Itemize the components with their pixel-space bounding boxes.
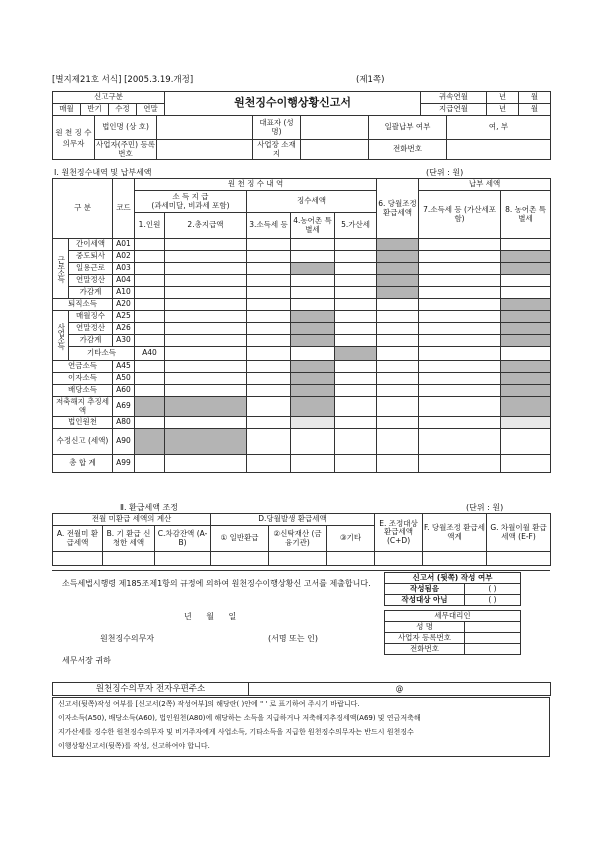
- table-row: [53, 373, 551, 385]
- value-cell[interactable]: [165, 275, 247, 287]
- back-not-written: 작성대상 아님: [385, 595, 465, 606]
- value-cell[interactable]: [377, 373, 419, 385]
- value-cell[interactable]: [501, 239, 551, 251]
- value-cell[interactable]: [247, 287, 291, 299]
- value-cell[interactable]: [135, 299, 165, 311]
- value-cell[interactable]: [291, 347, 335, 361]
- value-cell[interactable]: [291, 275, 335, 287]
- value-cell[interactable]: [165, 361, 247, 373]
- payment-month-label: 지급연월: [421, 104, 487, 116]
- value-cell[interactable]: [135, 385, 165, 397]
- value-cell: [165, 429, 247, 455]
- value-cell[interactable]: [135, 417, 165, 429]
- value-cell[interactable]: [501, 417, 551, 429]
- value-cell[interactable]: [335, 311, 377, 323]
- col-4: 4.농어촌 특별세: [291, 213, 335, 239]
- row-label: 저축해지 추징세액: [53, 397, 113, 417]
- value-cell[interactable]: [419, 299, 501, 311]
- value-cell: [291, 397, 335, 417]
- col-tax-withheld: 징수세액: [247, 191, 377, 213]
- value-cell[interactable]: [377, 385, 419, 397]
- value-cell[interactable]: [335, 385, 377, 397]
- row-label: 간이세액: [69, 239, 113, 251]
- d1-label: ① 일반환급: [211, 526, 269, 552]
- table-row: [53, 239, 551, 251]
- value-cell[interactable]: [419, 417, 501, 429]
- phone-label: 전화번호: [369, 140, 447, 160]
- g-label: G. 차월이월 환급세액 (E-F): [487, 514, 551, 552]
- note-line-2: 이자소득(A50), 배당소득(A60), 법인원천(A80)에 해당하는 소득을 지급하거나 저축해지추징세액(A69) 및 연금저축해: [58, 714, 421, 722]
- email-label: 원천징수의무자 전자우편주소: [53, 683, 249, 696]
- attribution-month-label: 귀속연월: [421, 92, 487, 104]
- form-title: 원천징수이행상황신고서: [165, 92, 421, 116]
- value-cell[interactable]: [419, 455, 501, 473]
- col-2: 2.총지급액: [165, 213, 247, 239]
- value-cell[interactable]: [165, 455, 247, 473]
- col-payment: 납부 세액: [419, 179, 551, 191]
- table-row: [53, 397, 551, 417]
- value-cell[interactable]: [419, 311, 501, 323]
- value-cell[interactable]: [335, 417, 377, 429]
- col-8: 8. 농어촌 특별세: [501, 191, 551, 239]
- row-label: 일용근로: [69, 263, 113, 275]
- value-cell: [291, 311, 335, 323]
- withholder-label: 원 천 징 수 의무자: [53, 116, 95, 160]
- email-row: [52, 682, 551, 696]
- row-label: 이자소득: [53, 373, 113, 385]
- value-cell: [135, 429, 165, 455]
- row-code: A20: [113, 299, 135, 311]
- section2-title: Ⅱ. 환급세액 조정: [120, 503, 178, 512]
- value-cell[interactable]: [419, 347, 501, 361]
- biz-address-field[interactable]: [301, 140, 369, 160]
- row-label: 연말정산: [69, 275, 113, 287]
- back-written-check[interactable]: ( ): [465, 584, 521, 595]
- value-cell[interactable]: [335, 239, 377, 251]
- row-label: 배당소득: [53, 385, 113, 397]
- value-cell[interactable]: [165, 373, 247, 385]
- value-cell[interactable]: [165, 251, 247, 263]
- row-label: 연금소득: [53, 361, 113, 373]
- value-cell[interactable]: [247, 417, 291, 429]
- type-amended[interactable]: 수정: [109, 104, 137, 116]
- value-cell[interactable]: [377, 455, 419, 473]
- signature-label[interactable]: (서명 또는 인): [268, 634, 318, 643]
- d2-label: ②신탁재산 (금융기관): [269, 526, 327, 552]
- col-code: 코드: [113, 179, 135, 239]
- value-cell[interactable]: [335, 251, 377, 263]
- col-category: 구 분: [53, 179, 113, 239]
- value-cell[interactable]: [291, 299, 335, 311]
- row-label: 법인원천: [53, 417, 113, 429]
- row-label: 기타소득: [69, 347, 135, 361]
- biz-reg-field[interactable]: [157, 140, 253, 160]
- value-cell: [501, 311, 551, 323]
- value-cell[interactable]: [165, 239, 247, 251]
- value-cell[interactable]: [377, 299, 419, 311]
- a-label: A. 전월미 환급세액: [53, 526, 103, 552]
- value-cell[interactable]: [501, 455, 551, 473]
- value-cell[interactable]: [165, 287, 247, 299]
- section1-title: Ⅰ. 원천징수내역 및 납부세액: [54, 168, 152, 177]
- value-cell[interactable]: [291, 455, 335, 473]
- refund-table: [52, 513, 551, 566]
- section1-unit: (단위 : 원): [426, 168, 464, 177]
- value-cell[interactable]: [419, 361, 501, 373]
- value-cell[interactable]: [291, 417, 335, 429]
- agent-name-field[interactable]: [465, 622, 521, 633]
- value-cell[interactable]: [165, 335, 247, 347]
- col-income-paid-sub: (과세미달, 비과세 포함): [151, 200, 230, 210]
- value-cell[interactable]: [419, 251, 501, 263]
- value-cell[interactable]: [165, 347, 247, 361]
- value-cell[interactable]: [165, 299, 247, 311]
- value-cell[interactable]: [335, 335, 377, 347]
- col-income-paid-label: 소 득 지 급: [172, 192, 209, 201]
- value-cell[interactable]: [335, 263, 377, 275]
- corp-name-field[interactable]: [157, 116, 253, 140]
- value-cell[interactable]: [419, 239, 501, 251]
- value-cell[interactable]: [335, 429, 377, 455]
- b-label: B. 기 환급 신청한 세액: [103, 526, 155, 552]
- value-cell[interactable]: [335, 455, 377, 473]
- note-line-3: 지가산세를 징수한 원천징수의무자 및 비거주자에게 사업소득, 기타소득을 지급한 원천징수의무자는 반드시 원천징수: [58, 728, 414, 736]
- value-cell[interactable]: [165, 385, 247, 397]
- value-cell[interactable]: [247, 311, 291, 323]
- biz-reg-label: 사업자(주민) 등록번호: [96, 140, 155, 158]
- d3-field[interactable]: [327, 552, 375, 566]
- declaration-statement: 소득세법시행령 제185조제1항의 규정에 의하여 원천징수이행상황신 고서를 제출합니다.: [62, 579, 371, 588]
- table-row: [53, 263, 551, 275]
- row-code: A10: [113, 287, 135, 299]
- value-cell[interactable]: [419, 397, 501, 417]
- value-cell: [135, 397, 165, 417]
- table-row: [53, 275, 551, 287]
- value-cell: [501, 361, 551, 373]
- value-cell[interactable]: [335, 275, 377, 287]
- table-row: [53, 323, 551, 335]
- row-code: A99: [113, 455, 135, 473]
- row-code: A45: [113, 361, 135, 373]
- value-cell[interactable]: [291, 287, 335, 299]
- type-monthly[interactable]: 매월: [53, 104, 81, 116]
- row-code: A80: [113, 417, 135, 429]
- value-cell[interactable]: [135, 373, 165, 385]
- value-cell[interactable]: [247, 361, 291, 373]
- representative-field[interactable]: [301, 116, 369, 140]
- col-1: 1.인원: [135, 213, 165, 239]
- value-cell: [291, 335, 335, 347]
- col-3: 3.소득세 등: [247, 213, 291, 239]
- value-cell[interactable]: [377, 323, 419, 335]
- value-cell[interactable]: [335, 373, 377, 385]
- table-row: [53, 385, 551, 397]
- value-cell[interactable]: [135, 239, 165, 251]
- tax-agent-box: [384, 610, 521, 655]
- value-cell[interactable]: [377, 347, 419, 361]
- row-code: A69: [113, 397, 135, 417]
- f-field[interactable]: [423, 552, 487, 566]
- value-cell[interactable]: [247, 429, 291, 455]
- value-cell[interactable]: [247, 263, 291, 275]
- declaration-type-label: 신고구분: [53, 92, 165, 104]
- pay-year[interactable]: 년: [487, 104, 519, 116]
- row-code: A01: [113, 239, 135, 251]
- col-withholding: 원 천 징 수 내 역: [135, 179, 377, 191]
- agent-title: 세무대리인: [385, 611, 521, 622]
- value-cell[interactable]: [419, 323, 501, 335]
- value-cell[interactable]: [247, 373, 291, 385]
- row-code: A90: [113, 429, 135, 455]
- value-cell[interactable]: [165, 417, 247, 429]
- value-cell[interactable]: [501, 347, 551, 361]
- value-cell[interactable]: [501, 287, 551, 299]
- value-cell[interactable]: [377, 397, 419, 417]
- a-field[interactable]: [53, 552, 103, 566]
- back-not-written-check[interactable]: ( ): [465, 595, 521, 606]
- prev-unrefunded-label: 전월 미환급 세액의 계산: [53, 514, 211, 526]
- value-cell[interactable]: [291, 429, 335, 455]
- value-cell[interactable]: [419, 373, 501, 385]
- row-code: A50: [113, 373, 135, 385]
- value-cell[interactable]: [501, 429, 551, 455]
- value-cell: [501, 263, 551, 275]
- row-label: 연말정산: [69, 323, 113, 335]
- email-field[interactable]: @: [249, 683, 551, 696]
- value-cell: [377, 275, 419, 287]
- table-row: [53, 311, 551, 323]
- table-row: [53, 347, 551, 361]
- agent-phone-field[interactable]: [465, 644, 521, 655]
- phone-field[interactable]: [447, 140, 551, 160]
- value-cell[interactable]: [335, 323, 377, 335]
- page-number: (제1쪽): [356, 75, 385, 85]
- agent-reg-label: 사업자 등록번호: [385, 633, 465, 644]
- value-cell[interactable]: [377, 429, 419, 455]
- value-cell: [501, 385, 551, 397]
- d2-field[interactable]: [269, 552, 327, 566]
- col-6: 6. 당월조정 환급세액: [377, 179, 419, 239]
- tax-office-label: 세무서장 귀하: [62, 656, 111, 665]
- value-cell: [291, 361, 335, 373]
- value-cell[interactable]: [135, 287, 165, 299]
- value-cell[interactable]: [247, 239, 291, 251]
- agent-phone-label: 전화번호: [385, 644, 465, 655]
- row-code: A40: [135, 347, 165, 361]
- value-cell[interactable]: [247, 347, 291, 361]
- row-label: 가감계: [69, 287, 113, 299]
- corp-name-label: 법인명 (상 호): [95, 116, 157, 140]
- value-cell: [165, 397, 247, 417]
- table-row: [53, 361, 551, 373]
- value-cell[interactable]: [247, 323, 291, 335]
- table-row: [53, 251, 551, 263]
- value-cell[interactable]: [135, 251, 165, 263]
- value-cell[interactable]: [165, 263, 247, 275]
- representative-label: 대표자 (성 명): [253, 116, 301, 140]
- value-cell: [291, 385, 335, 397]
- pay-month[interactable]: 월: [519, 104, 551, 116]
- value-cell[interactable]: [501, 275, 551, 287]
- value-cell: [501, 299, 551, 311]
- value-cell[interactable]: [335, 287, 377, 299]
- value-cell: [377, 263, 419, 275]
- value-cell: [377, 251, 419, 263]
- group-earned-income: 근로소득: [53, 239, 69, 299]
- e-field[interactable]: [375, 552, 423, 566]
- value-cell[interactable]: [377, 361, 419, 373]
- row-label: 가감계: [69, 335, 113, 347]
- value-cell[interactable]: [165, 311, 247, 323]
- value-cell[interactable]: [419, 429, 501, 455]
- value-cell[interactable]: [247, 275, 291, 287]
- c-label: C.차감잔액 (A-B): [155, 526, 211, 552]
- value-cell: [377, 239, 419, 251]
- f-label: F. 당월조정 환급세액계: [423, 514, 487, 552]
- c-field[interactable]: [155, 552, 211, 566]
- type-semiannual[interactable]: 반기: [81, 104, 109, 116]
- value-cell: [335, 347, 377, 361]
- value-cell[interactable]: [135, 311, 165, 323]
- agent-reg-field[interactable]: [465, 633, 521, 644]
- row-code: A03: [113, 263, 135, 275]
- value-cell[interactable]: [419, 275, 501, 287]
- value-cell: [291, 263, 335, 275]
- row-label: 총 합 계: [53, 455, 113, 473]
- table-row: [53, 287, 551, 299]
- value-cell[interactable]: [135, 335, 165, 347]
- row-label: 매월징수: [69, 311, 113, 323]
- value-cell[interactable]: [135, 275, 165, 287]
- value-cell[interactable]: [419, 335, 501, 347]
- value-cell[interactable]: [247, 385, 291, 397]
- row-code: A26: [113, 323, 135, 335]
- row-label: 중도퇴사: [69, 251, 113, 263]
- value-cell: [501, 323, 551, 335]
- value-cell: [291, 323, 335, 335]
- value-cell[interactable]: [247, 251, 291, 263]
- value-cell[interactable]: [135, 323, 165, 335]
- declaration-date[interactable]: 년 월 일: [184, 612, 243, 621]
- value-cell[interactable]: [419, 385, 501, 397]
- type-yearend[interactable]: 연말: [137, 104, 165, 116]
- row-code: A02: [113, 251, 135, 263]
- value-cell[interactable]: [419, 287, 501, 299]
- value-cell: [377, 287, 419, 299]
- value-cell: [501, 373, 551, 385]
- value-cell[interactable]: [247, 299, 291, 311]
- value-cell: [501, 397, 551, 417]
- biz-address-label: 사업장 소재지: [253, 140, 301, 160]
- form-number: [별지제21호 서식] [2005.3.19.개정]: [52, 75, 194, 85]
- value-cell[interactable]: [165, 323, 247, 335]
- value-cell[interactable]: [335, 299, 377, 311]
- row-label: 퇴직소득: [53, 299, 113, 311]
- agent-name-label: 성 명: [385, 622, 465, 633]
- back-written: 작성됨음: [385, 584, 465, 595]
- value-cell[interactable]: [377, 335, 419, 347]
- lump-sum-field[interactable]: 여, 부: [447, 116, 551, 140]
- value-cell: [501, 335, 551, 347]
- b-field[interactable]: [103, 552, 155, 566]
- lump-sum-label: 일괄납부 여부: [369, 116, 447, 140]
- table-row: [53, 335, 551, 347]
- table-row: [53, 299, 551, 311]
- attr-month[interactable]: 월: [519, 92, 551, 104]
- table-row: [53, 417, 551, 429]
- row-code: A04: [113, 275, 135, 287]
- value-cell[interactable]: [377, 311, 419, 323]
- note-line-1: 신고서(뒷쪽)작성 여부를 [신고서(2쪽) 작성여부]의 해당란( )안에 " ' 로 표기하여 주시기 바랍니다.: [58, 700, 360, 708]
- title-block: [52, 91, 551, 116]
- d3-label: ③기타: [327, 526, 375, 552]
- value-cell[interactable]: [135, 455, 165, 473]
- value-cell[interactable]: [291, 239, 335, 251]
- note-line-4: 이행상황신고서(뒷쪽)를 작성, 신고하여야 합니다.: [58, 742, 210, 750]
- value-cell[interactable]: [247, 455, 291, 473]
- value-cell[interactable]: [335, 397, 377, 417]
- section2-unit: (단위 : 원): [466, 503, 504, 512]
- row-code: A25: [113, 311, 135, 323]
- d-label: D.당월발생 환급세액: [211, 514, 375, 526]
- row-code: A60: [113, 385, 135, 397]
- col-5: 5.가산세: [335, 213, 377, 239]
- value-cell: [501, 251, 551, 263]
- value-cell: [291, 373, 335, 385]
- withholder-block: [52, 115, 551, 160]
- row-label: 수정신고 (세액): [53, 429, 113, 455]
- value-cell[interactable]: [419, 263, 501, 275]
- group-business-income: 사업소득: [53, 311, 69, 361]
- value-cell[interactable]: [291, 251, 335, 263]
- withholding-table: [52, 178, 551, 473]
- attr-year[interactable]: 년: [487, 92, 519, 104]
- value-cell[interactable]: [377, 417, 419, 429]
- table-row: [53, 429, 551, 455]
- e-label: E. 조정대상 환급세액 (C+D): [375, 514, 423, 552]
- back-title: 신고서 (뒷쪽) 작성 여부: [385, 573, 521, 584]
- col-7: 7.소득세 등 (가산세포함): [419, 191, 501, 239]
- g-field[interactable]: [487, 552, 551, 566]
- row-code: A30: [113, 335, 135, 347]
- value-cell[interactable]: [335, 361, 377, 373]
- value-cell[interactable]: [135, 263, 165, 275]
- table-row: [53, 455, 551, 473]
- d1-field[interactable]: [211, 552, 269, 566]
- value-cell[interactable]: [247, 335, 291, 347]
- value-cell[interactable]: [247, 397, 291, 417]
- back-page-box: [384, 572, 521, 606]
- value-cell[interactable]: [135, 361, 165, 373]
- col-income-paid: [135, 191, 247, 213]
- declaration-withholder: 원천징수의무자: [100, 634, 155, 643]
